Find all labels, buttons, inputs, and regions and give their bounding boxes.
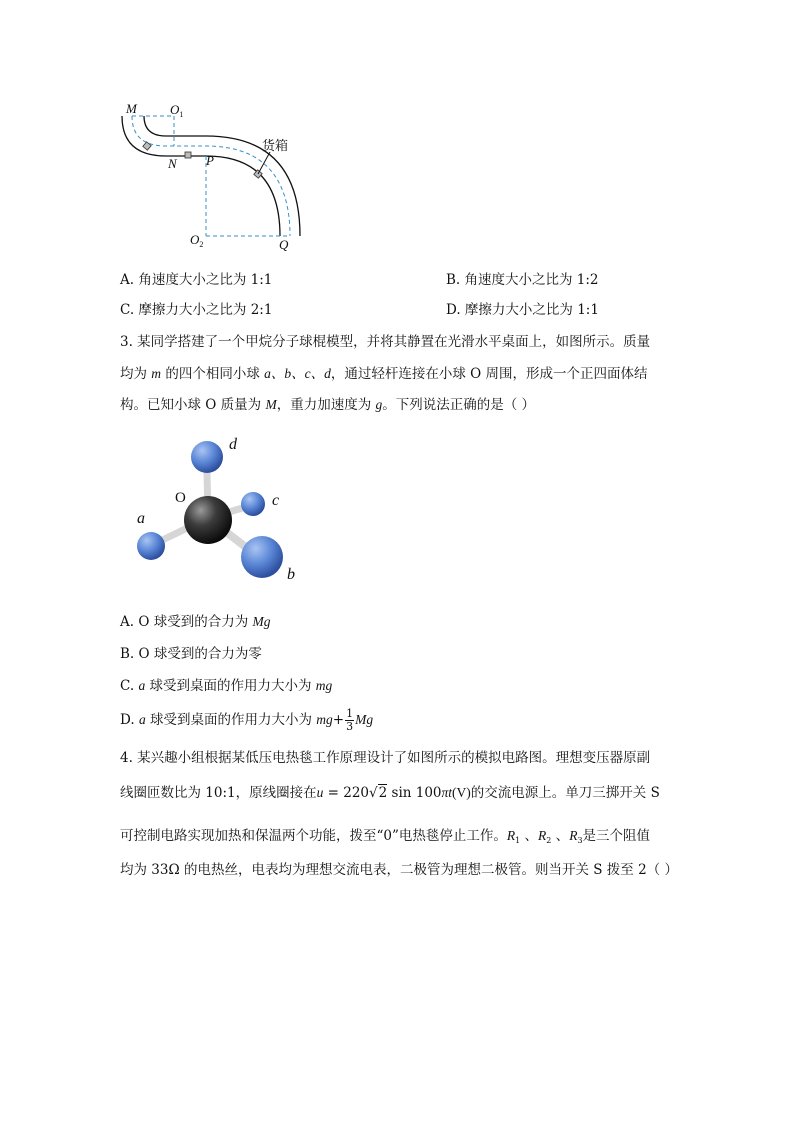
label-ball-b: b (287, 566, 295, 583)
q2-option-a: A. 角速度大小之比为 1:1 (120, 272, 273, 288)
q2-option-c: C. 摩擦力大小之比为 2:1 (120, 302, 273, 318)
box-left (143, 142, 151, 150)
ball-a (137, 532, 165, 560)
q3-stem-line1: 3. 某同学搭建了一个甲烷分子球棍模型，并将其静置在光滑水平桌面上，如图所示。质量 (120, 334, 651, 350)
label-cargo-box: 货箱 (262, 139, 289, 154)
fraction-one-third: $\frac{1}{3}$ (346, 707, 354, 733)
ball-c (241, 492, 265, 516)
label-ball-o: O (175, 490, 186, 506)
q4-stem-line3: 可控制电路实现加热和保温两个功能，拨至“0”电热毯停止工作。$R_1$ 、$R_2$ 、$R_3$是三个阻值 (120, 828, 651, 845)
label-ball-d: d (229, 436, 237, 453)
q3-stem-line2: 均为 m 的四个相同小球 a、b、c、d，通过轻杆连接在小球 O 周围，形成一个正四面体结 (120, 366, 648, 382)
box-pointer (258, 152, 270, 174)
q3-option-b: B. O 球受到的合力为零 (120, 646, 262, 662)
ball-o (184, 496, 232, 544)
q4-stem-line1: 4. 某兴趣小组根据某低压电热毯工作原理设计了如图所示的模拟电路图。理想变压器原副 (120, 750, 651, 766)
track-inner-wall (144, 116, 300, 236)
label-N: N (168, 156, 177, 171)
track-figure (110, 98, 320, 258)
ball-d (191, 441, 223, 473)
label-P: P (206, 153, 214, 168)
q3-option-d: D. a 球受到桌面的作用力大小为 mg+ $\frac{1}{3}$ Mg (120, 707, 374, 733)
label-ball-c: c (272, 492, 280, 509)
box-middle (185, 152, 191, 158)
q4-stem-line2: 线圈匝数比为 10:1，原线圈接在u = 220√2 sin 100πt(V)的交流电源上。单刀三掷开关 S (120, 785, 660, 801)
q2-option-b: B. 角速度大小之比为 1:2 (446, 272, 599, 288)
ball-b (241, 536, 283, 578)
q3-stem-line3: 构。已知小球 O 质量为 M，重力加速度为 g。下列说法正确的是（ ） (120, 397, 536, 413)
q3-option-a: A. O 球受到的合力为 Mg (120, 614, 271, 630)
label-O1: $O_1$ (170, 102, 184, 119)
q2-option-d: D. 摩擦力大小之比为 1:1 (446, 302, 599, 318)
q3-option-c: C. a 球受到桌面的作用力大小为 mg (120, 678, 333, 694)
label-M: M (126, 101, 137, 116)
q4-stem-line4: 均为 33Ω 的电热丝，电表均为理想交流电表，二极管为理想二极管。则当开关 S 拨至 2（ ） (120, 862, 678, 878)
label-O2: $O_2$ (190, 232, 204, 249)
label-ball-a: a (137, 510, 145, 527)
label-Q: Q (279, 237, 289, 252)
